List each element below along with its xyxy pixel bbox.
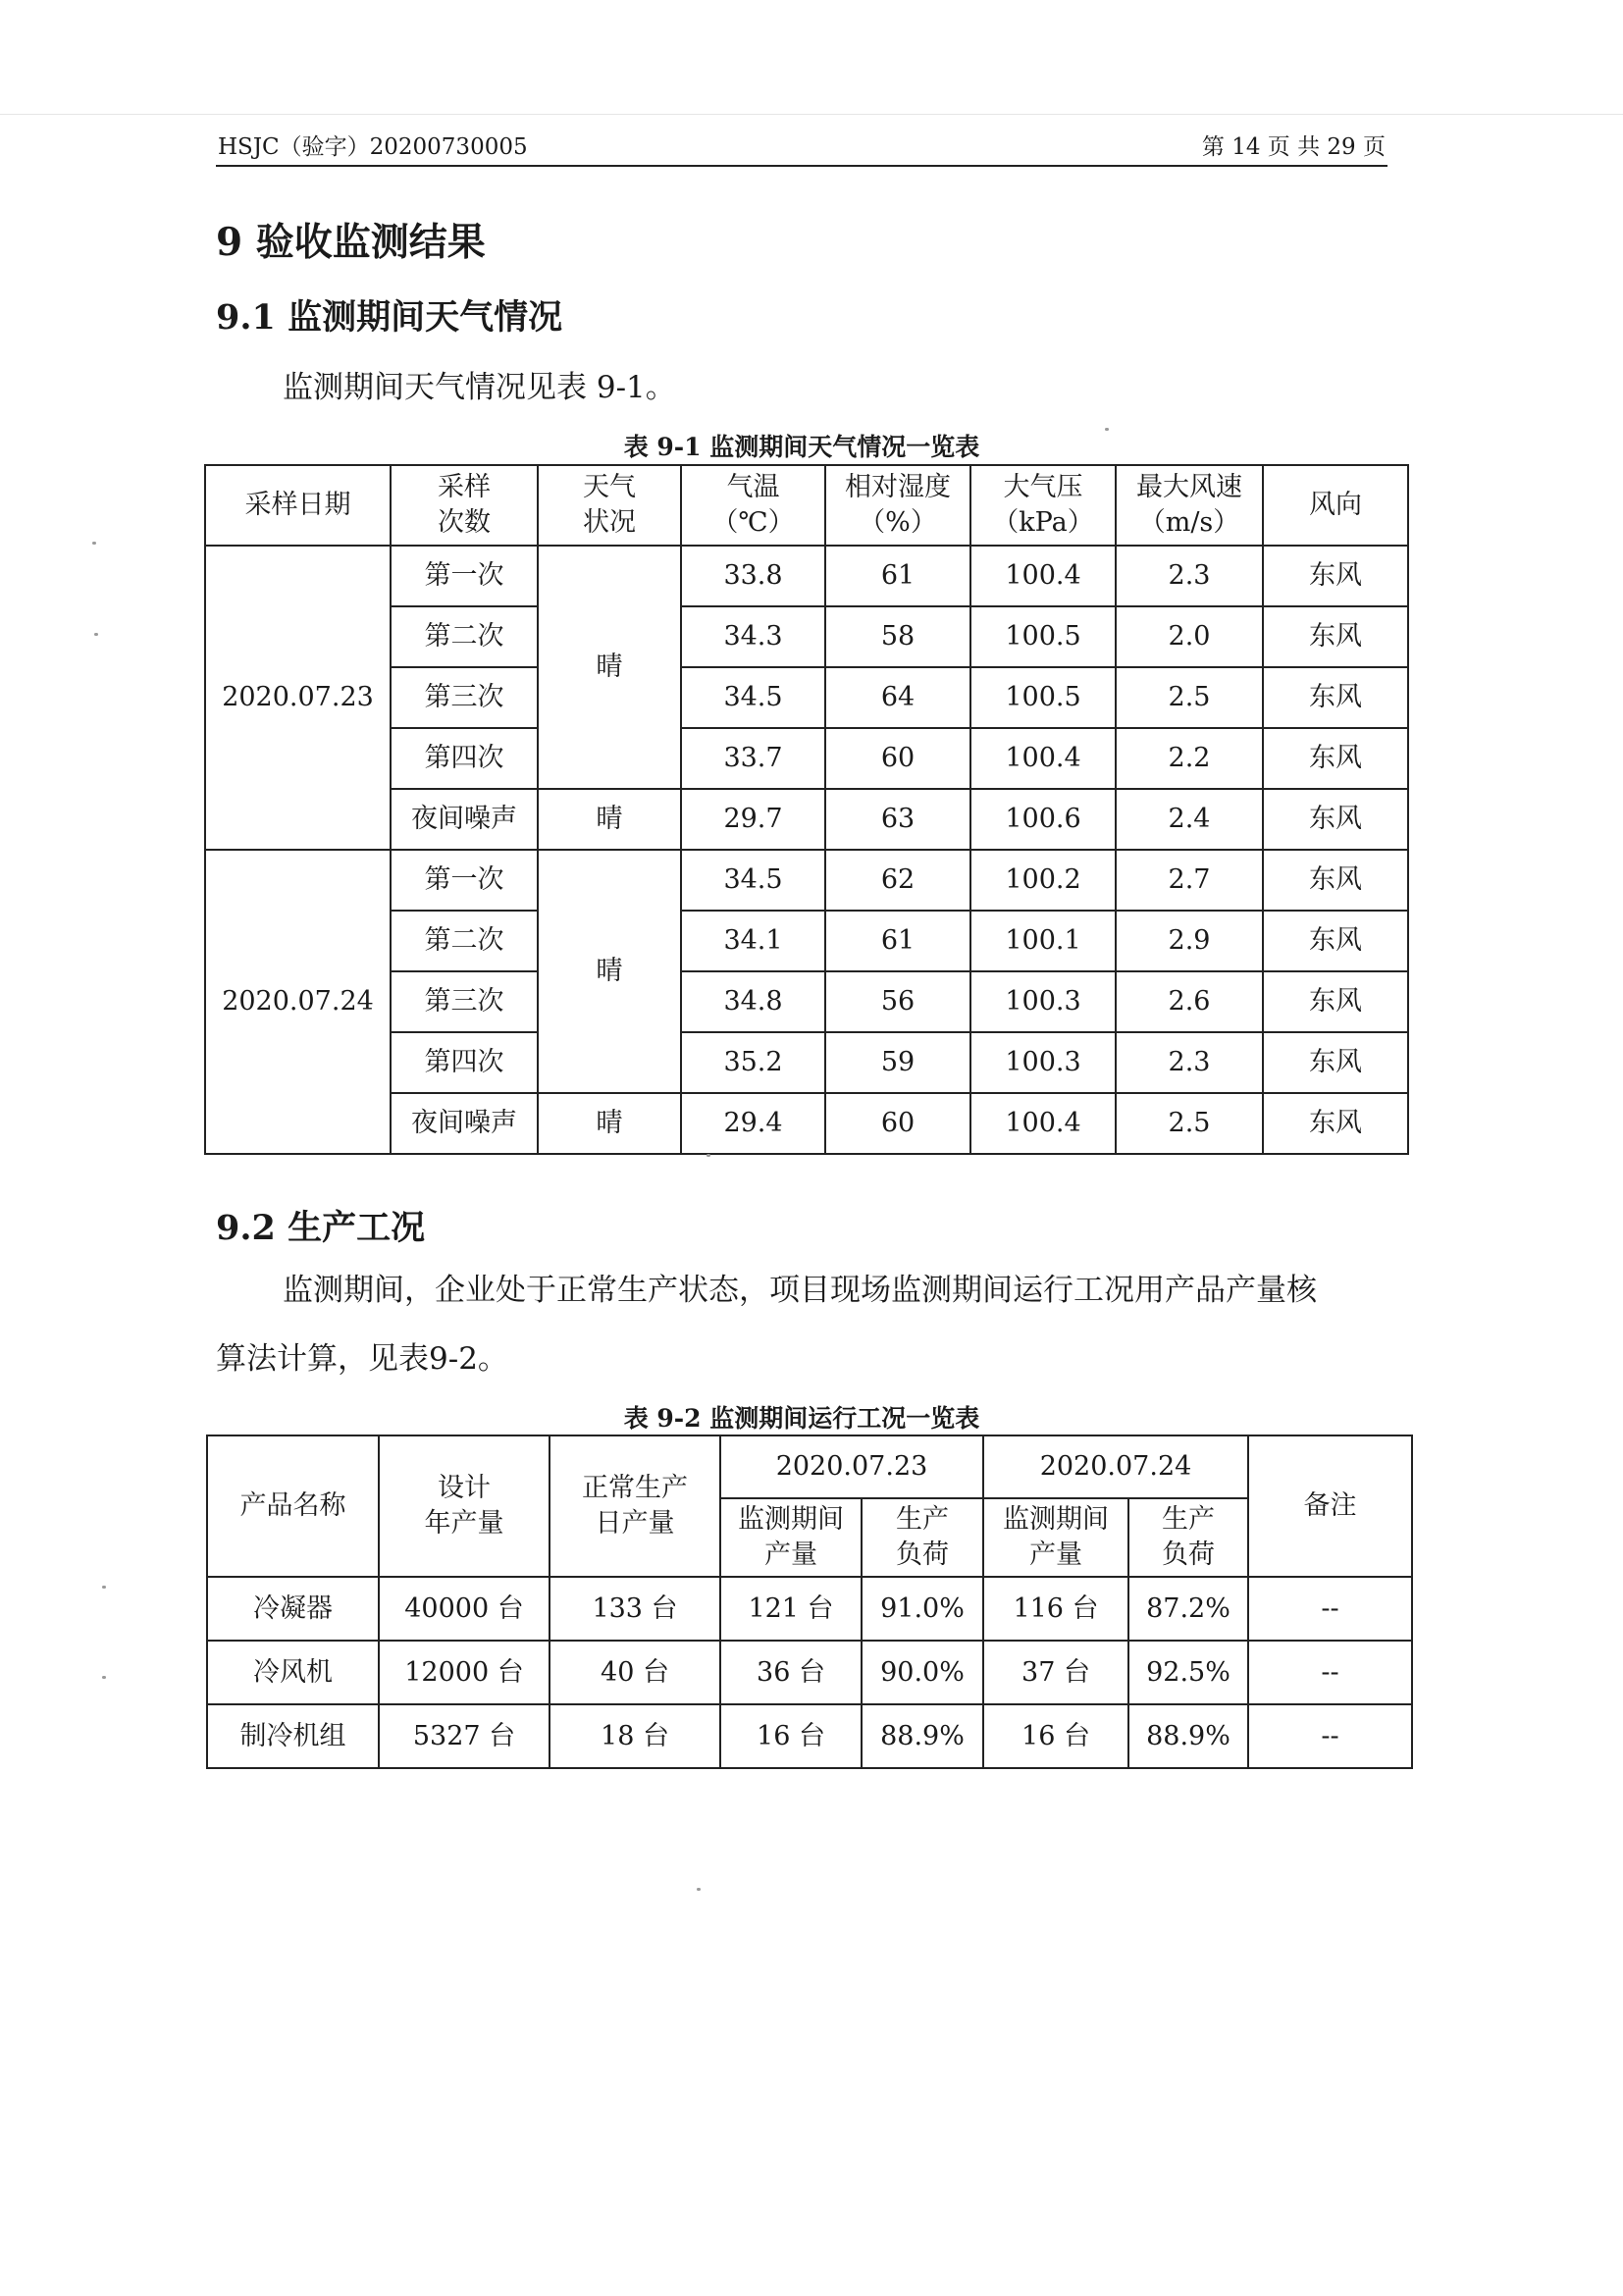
cell-date: 2020.07.24 bbox=[205, 850, 391, 1154]
header-cell: 最大风速 （m/s） bbox=[1116, 465, 1263, 546]
table-row bbox=[205, 546, 1408, 606]
cell-times: 第二次 bbox=[391, 606, 538, 667]
scan-speck bbox=[707, 1154, 710, 1157]
cell-wind-speed: 2.2 bbox=[1116, 728, 1263, 789]
cell-wind-dir: 东风 bbox=[1263, 789, 1408, 850]
cell-temp: 29.7 bbox=[681, 789, 825, 850]
section-9-title: 9 验收监测结果 bbox=[216, 220, 486, 265]
cell-temp: 33.8 bbox=[681, 546, 825, 606]
cell-times: 第三次 bbox=[391, 667, 538, 728]
cell-d1-output: 36 台 bbox=[720, 1641, 862, 1704]
cell-pressure: 100.3 bbox=[970, 1032, 1116, 1093]
cell-normal: 40 台 bbox=[550, 1641, 720, 1704]
cell-product: 冷风机 bbox=[207, 1641, 379, 1704]
table-header-row bbox=[205, 465, 1408, 546]
table-row bbox=[207, 1641, 1412, 1704]
cell-design: 40000 台 bbox=[379, 1577, 550, 1641]
cell-wind-speed: 2.3 bbox=[1116, 1032, 1263, 1093]
cell-humidity: 61 bbox=[825, 546, 970, 606]
cell-remark: -- bbox=[1248, 1704, 1412, 1768]
cell-pressure: 100.5 bbox=[970, 606, 1116, 667]
cell-pressure: 100.4 bbox=[970, 546, 1116, 606]
cell-wind-speed: 2.0 bbox=[1116, 606, 1263, 667]
cell-humidity: 61 bbox=[825, 911, 970, 971]
table-row bbox=[207, 1704, 1412, 1768]
header-d1-load: 生产 负荷 bbox=[862, 1498, 983, 1577]
weather-table bbox=[204, 464, 1409, 1155]
cell-humidity: 62 bbox=[825, 850, 970, 911]
cell-pressure: 100.4 bbox=[970, 1093, 1116, 1154]
cell-humidity: 63 bbox=[825, 789, 970, 850]
cell-wind-dir: 东风 bbox=[1263, 728, 1408, 789]
header-cell: 风向 bbox=[1263, 465, 1408, 546]
cell-d1-load: 91.0% bbox=[862, 1577, 983, 1641]
cell-pressure: 100.2 bbox=[970, 850, 1116, 911]
cell-pressure: 100.1 bbox=[970, 911, 1116, 971]
document-id: HSJC（验字）20200730005 bbox=[218, 134, 528, 160]
header-d2-output: 监测期间 产量 bbox=[983, 1498, 1128, 1577]
cell-temp: 34.3 bbox=[681, 606, 825, 667]
section-9-2-text-line2: 算法计算，见表9-2。 bbox=[216, 1341, 508, 1377]
cell-wind-dir: 东风 bbox=[1263, 971, 1408, 1032]
cell-times: 第一次 bbox=[391, 546, 538, 606]
cell-times: 第三次 bbox=[391, 971, 538, 1032]
cell-wind-dir: 东风 bbox=[1263, 1032, 1408, 1093]
cell-temp: 35.2 bbox=[681, 1032, 825, 1093]
cell-wind-speed: 2.7 bbox=[1116, 850, 1263, 911]
cell-humidity: 60 bbox=[825, 728, 970, 789]
header-date-1: 2020.07.23 bbox=[720, 1435, 983, 1498]
table-row bbox=[207, 1577, 1412, 1641]
cell-wind-dir: 东风 bbox=[1263, 911, 1408, 971]
cell-design: 12000 台 bbox=[379, 1641, 550, 1704]
cell-wind-dir: 东风 bbox=[1263, 1093, 1408, 1154]
cell-weather: 晴 bbox=[538, 789, 681, 850]
cell-times: 夜间噪声 bbox=[391, 789, 538, 850]
cell-d2-output: 116 台 bbox=[983, 1577, 1128, 1641]
cell-humidity: 59 bbox=[825, 1032, 970, 1093]
cell-d1-output: 121 台 bbox=[720, 1577, 862, 1641]
cell-remark: -- bbox=[1248, 1641, 1412, 1704]
cell-humidity: 60 bbox=[825, 1093, 970, 1154]
production-table bbox=[206, 1435, 1413, 1769]
cell-humidity: 58 bbox=[825, 606, 970, 667]
cell-times: 第二次 bbox=[391, 911, 538, 971]
scan-speck bbox=[102, 1676, 106, 1679]
scan-speck bbox=[92, 542, 96, 545]
cell-weather: 晴 bbox=[538, 850, 681, 1093]
cell-d1-load: 88.9% bbox=[862, 1704, 983, 1768]
cell-wind-speed: 2.6 bbox=[1116, 971, 1263, 1032]
cell-wind-speed: 2.4 bbox=[1116, 789, 1263, 850]
header-cell: 天气 状况 bbox=[538, 465, 681, 546]
cell-pressure: 100.4 bbox=[970, 728, 1116, 789]
cell-wind-speed: 2.3 bbox=[1116, 546, 1263, 606]
cell-temp: 29.4 bbox=[681, 1093, 825, 1154]
table-9-2-caption: 表 9-2 监测期间运行工况一览表 bbox=[623, 1404, 980, 1433]
header-date-2: 2020.07.24 bbox=[983, 1435, 1248, 1498]
header-d2-load: 生产 负荷 bbox=[1128, 1498, 1248, 1577]
header-d1-output: 监测期间 产量 bbox=[720, 1498, 862, 1577]
cell-wind-speed: 2.9 bbox=[1116, 911, 1263, 971]
cell-wind-dir: 东风 bbox=[1263, 606, 1408, 667]
header-cell: 采样 次数 bbox=[391, 465, 538, 546]
cell-d1-output: 16 台 bbox=[720, 1704, 862, 1768]
cell-d1-load: 90.0% bbox=[862, 1641, 983, 1704]
cell-remark: -- bbox=[1248, 1577, 1412, 1641]
cell-product: 制冷机组 bbox=[207, 1704, 379, 1768]
cell-times: 第四次 bbox=[391, 1032, 538, 1093]
cell-weather: 晴 bbox=[538, 546, 681, 789]
header-cell: 大气压 （kPa） bbox=[970, 465, 1116, 546]
header-remark: 备注 bbox=[1248, 1435, 1412, 1577]
header-cell: 采样日期 bbox=[205, 465, 391, 546]
cell-d2-output: 16 台 bbox=[983, 1704, 1128, 1768]
cell-design: 5327 台 bbox=[379, 1704, 550, 1768]
cell-d2-output: 37 台 bbox=[983, 1641, 1128, 1704]
header-product: 产品名称 bbox=[207, 1435, 379, 1577]
cell-times: 夜间噪声 bbox=[391, 1093, 538, 1154]
cell-times: 第一次 bbox=[391, 850, 538, 911]
cell-d2-load: 88.9% bbox=[1128, 1704, 1248, 1768]
table-row bbox=[205, 850, 1408, 911]
section-9-2-text-line1: 监测期间，企业处于正常生产状态，项目现场监测期间运行工况用产品产量核 bbox=[283, 1273, 1317, 1308]
page-header bbox=[216, 133, 1387, 167]
table-9-1-caption: 表 9-1 监测期间天气情况一览表 bbox=[623, 433, 980, 461]
header-normal-output: 正常生产 日产量 bbox=[550, 1435, 720, 1577]
header-design-output: 设计 年产量 bbox=[379, 1435, 550, 1577]
table-header-row bbox=[207, 1435, 1412, 1498]
cell-pressure: 100.6 bbox=[970, 789, 1116, 850]
cell-wind-dir: 东风 bbox=[1263, 667, 1408, 728]
cell-temp: 33.7 bbox=[681, 728, 825, 789]
cell-temp: 34.5 bbox=[681, 667, 825, 728]
cell-d2-load: 87.2% bbox=[1128, 1577, 1248, 1641]
cell-times: 第四次 bbox=[391, 728, 538, 789]
cell-pressure: 100.5 bbox=[970, 667, 1116, 728]
section-9-2-title: 9.2 生产工况 bbox=[216, 1208, 426, 1248]
header-cell: 相对湿度 （%） bbox=[825, 465, 970, 546]
cell-wind-dir: 东风 bbox=[1263, 546, 1408, 606]
section-9-1-text: 监测期间天气情况见表 9-1。 bbox=[283, 370, 676, 405]
scan-edge-line bbox=[0, 114, 1623, 115]
section-9-1-title: 9.1 监测期间天气情况 bbox=[216, 297, 563, 338]
cell-normal: 18 台 bbox=[550, 1704, 720, 1768]
scan-speck bbox=[94, 633, 98, 636]
cell-wind-dir: 东风 bbox=[1263, 850, 1408, 911]
cell-weather: 晴 bbox=[538, 1093, 681, 1154]
header-cell: 气温 （℃） bbox=[681, 465, 825, 546]
cell-normal: 133 台 bbox=[550, 1577, 720, 1641]
scan-speck bbox=[102, 1586, 106, 1589]
cell-temp: 34.8 bbox=[681, 971, 825, 1032]
cell-product: 冷凝器 bbox=[207, 1577, 379, 1641]
cell-humidity: 56 bbox=[825, 971, 970, 1032]
cell-wind-speed: 2.5 bbox=[1116, 1093, 1263, 1154]
cell-pressure: 100.3 bbox=[970, 971, 1116, 1032]
cell-temp: 34.1 bbox=[681, 911, 825, 971]
cell-date: 2020.07.23 bbox=[205, 546, 391, 850]
scan-speck bbox=[1105, 428, 1109, 431]
section-9-2-text bbox=[216, 1256, 1387, 1393]
page-number: 第 14 页 共 29 页 bbox=[1201, 134, 1386, 160]
cell-wind-speed: 2.5 bbox=[1116, 667, 1263, 728]
cell-d2-load: 92.5% bbox=[1128, 1641, 1248, 1704]
cell-temp: 34.5 bbox=[681, 850, 825, 911]
scan-speck bbox=[697, 1888, 701, 1891]
cell-humidity: 64 bbox=[825, 667, 970, 728]
